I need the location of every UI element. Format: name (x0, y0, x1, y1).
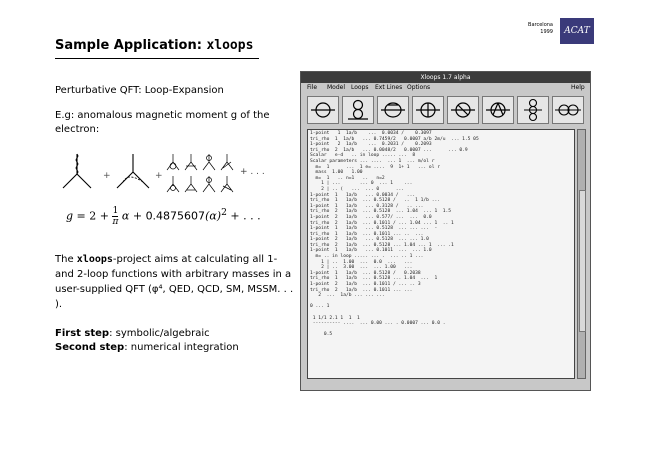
step-2 (55, 341, 239, 355)
formula-fraction (112, 206, 118, 227)
step1-text: : symbolic/algebraic (109, 328, 210, 339)
desc-rest: -project aims at calculating all 1- and 2-loop functions with arbitrary masses in a user-supplied QFT (φ⁴, QED, QCD, SM, MSSM. . . ). (55, 254, 294, 310)
window-titlebar[interactable]: Xloops 1.7 alpha (301, 72, 590, 83)
formula-coef: 0.4875607 (145, 209, 206, 223)
diagram-toolbar (307, 96, 587, 126)
output-line: tri_rho 2 1a/b ... 0.1011 / ... 1.04 ... 1 .. 1 (310, 220, 454, 226)
self-energy-icon (308, 97, 338, 123)
chain-loop-button[interactable] (552, 96, 584, 124)
glasses-icon (413, 97, 443, 123)
output-line: 1-point 1 1a/b ... 0.3128 / .. ... (310, 203, 424, 209)
slide-title-code: xloops (206, 38, 254, 53)
crossed-loop-button[interactable] (447, 96, 479, 124)
output-line: 0 ... 1 (310, 304, 330, 310)
output-line: Scalar e-d .. in loop ..... ... 8 (310, 153, 416, 159)
menu-file[interactable]: File (307, 84, 318, 91)
menu-loops[interactable]: Loops (351, 84, 369, 91)
example-text: E.g: anomalous magnetic moment g of the electron: (55, 110, 270, 135)
output-line: 1 | ... ... 0 ... 1 ... (310, 181, 413, 187)
vertex-loop-button[interactable] (482, 96, 514, 124)
output-line: tri_rho 1 1a/b ... 0.5128 ... 1.04 ... 1 (310, 276, 438, 282)
output-line: 1-point 2 1a/b ... 0.5128 ... ... 1.0 (310, 237, 429, 243)
formula-tail: + . . . (230, 209, 261, 223)
output-text-area[interactable] (307, 129, 575, 379)
triple-bubble-button[interactable] (517, 96, 549, 124)
output-line: 1-point 1 1a/b ... 0.0034 / 0.3097 (310, 131, 432, 136)
intro-text: Perturbative QFT: Loop-Expansion (55, 85, 224, 96)
two-bubble-button[interactable] (342, 96, 374, 124)
output-line: tri_rho 2 1a/b ... 0.5128 ... 1.04 ... 1 ... .1 (310, 242, 454, 248)
output-scrollbar[interactable] (577, 129, 586, 379)
formula-g: g (66, 209, 74, 223)
output-line: 1-point 1 1a/b ... 0.5128 / 0.2038 (310, 270, 421, 276)
output-line: 1-point 2 1a/b ... 0.2031 / 0.2093 (310, 142, 432, 148)
title-underline (55, 58, 259, 59)
one-loop-self-energy-button[interactable] (307, 96, 339, 124)
formula-const: = 2 + (76, 209, 109, 223)
svg-text:+: + (155, 171, 163, 181)
step1-label: First step (55, 328, 110, 339)
output-line: 1 1/1 2.1 1 1 1 (310, 315, 360, 321)
step2-text: : numerical integration (124, 342, 239, 353)
formula-frac-den: π (112, 217, 119, 227)
sunset-icon (378, 97, 408, 123)
chain-loop-icon (553, 97, 583, 123)
project-description (55, 252, 295, 312)
menubar (301, 83, 590, 93)
glasses-button[interactable] (412, 96, 444, 124)
output-line: tri_rho 2 1a/b ... 0.5128 ... 1.04 ... 1 1.5 (310, 209, 452, 215)
desc-prefix: The (55, 254, 77, 265)
output-line: 1-point 2 1a/b ... 0.577/ ... ... 0.0 (310, 214, 432, 220)
sunset-button[interactable] (377, 96, 409, 124)
formula-alpha2: (α) (205, 209, 222, 223)
output-line: 1-point 2 1a/b ... 0.1011 / ... .. 3 (310, 282, 421, 288)
output-line: Scalar parameters ... .... ... 1 ... m/ol r (310, 158, 435, 164)
slide-title (55, 38, 253, 53)
output-line: tri_rho 1 1a/b ... 0.5128 / .. 1 1/b ... (310, 198, 440, 204)
svg-text:+: + (103, 171, 111, 181)
formula-alpha-term: α + (121, 209, 143, 223)
output-line: ---------- .... ... 0.00 ... . 0.0007 ... 0.0 . (310, 321, 446, 327)
output-line: tri_rho 1 1a/b ... 0.7459/2 0.0007 a/b 2m/u ... 1.5 05 (310, 136, 479, 142)
triple-bubble-icon (518, 97, 548, 123)
formula-power: 2 (221, 206, 227, 218)
output-line: 1 | .. 1.00 ... 0.0 ... ... (310, 259, 413, 265)
step-1 (55, 327, 239, 341)
venue-city: Barcelona (528, 22, 553, 28)
output-line: 2 | .. ( ... ... 0 ... (310, 186, 405, 192)
vertex-loop-icon (483, 97, 513, 123)
output-text (308, 130, 574, 339)
venue-label (525, 22, 553, 36)
venue-year: 1999 (540, 29, 553, 35)
output-line: 1-point 1 1a/b ... 0.5128 ... ... ... - (310, 226, 438, 232)
scrollbar-thumb[interactable] (579, 190, 586, 332)
slide-title-prefix: Sample Application: (55, 38, 207, 53)
desc-code: xloops (76, 254, 113, 265)
g-formula (66, 206, 261, 227)
output-line: m= 1 .. n=1 .. n=2 (310, 175, 385, 181)
output-line: 2 ... 1a/b ... ... ... (310, 293, 385, 299)
menu-ext-lines[interactable]: Ext Lines (375, 84, 403, 91)
output-line: tri_rho 2 1a/b ... 0.1011 ... ... (310, 287, 413, 293)
output-line: tri_rho 1 1a/b ... 0.1011 ... .. ... (310, 231, 424, 237)
acat-logo: ACAT (560, 18, 594, 44)
diagrams-continuation: + . . . (240, 167, 265, 177)
output-line: 2 | .. 3.00 ... ... 1.00 ... (310, 265, 413, 271)
steps (55, 327, 239, 355)
menu-model[interactable]: Model (327, 84, 346, 91)
output-line: 1-point 1 1a/b ... 0.0034 / ... (310, 192, 416, 198)
double-bubble-icon (343, 97, 373, 123)
output-line: m= 1 ... 1 e= .... 9 1+ 1 ... ol r (310, 164, 440, 170)
output-line: mass 1.00 1.00 (310, 170, 363, 176)
menu-options[interactable]: Options (407, 84, 431, 91)
step2-label: Second step (55, 342, 125, 353)
output-line: 0.5 (310, 332, 333, 338)
output-line: tri_rho 2 1a/b ... 0.0048/2 0.0007 ... ... 0.9 (310, 147, 468, 153)
output-line: 1-point 1 1a/b ... 0.1011 ... ... 1.0 (310, 248, 432, 254)
menu-help[interactable]: Help (571, 84, 585, 91)
formula-frac-num: 1 (112, 206, 119, 216)
xloops-window (300, 71, 591, 391)
crossed-loop-icon (448, 97, 478, 123)
output-line: m= .. in loop ..... ... . ... .. 1 ... (310, 254, 424, 260)
